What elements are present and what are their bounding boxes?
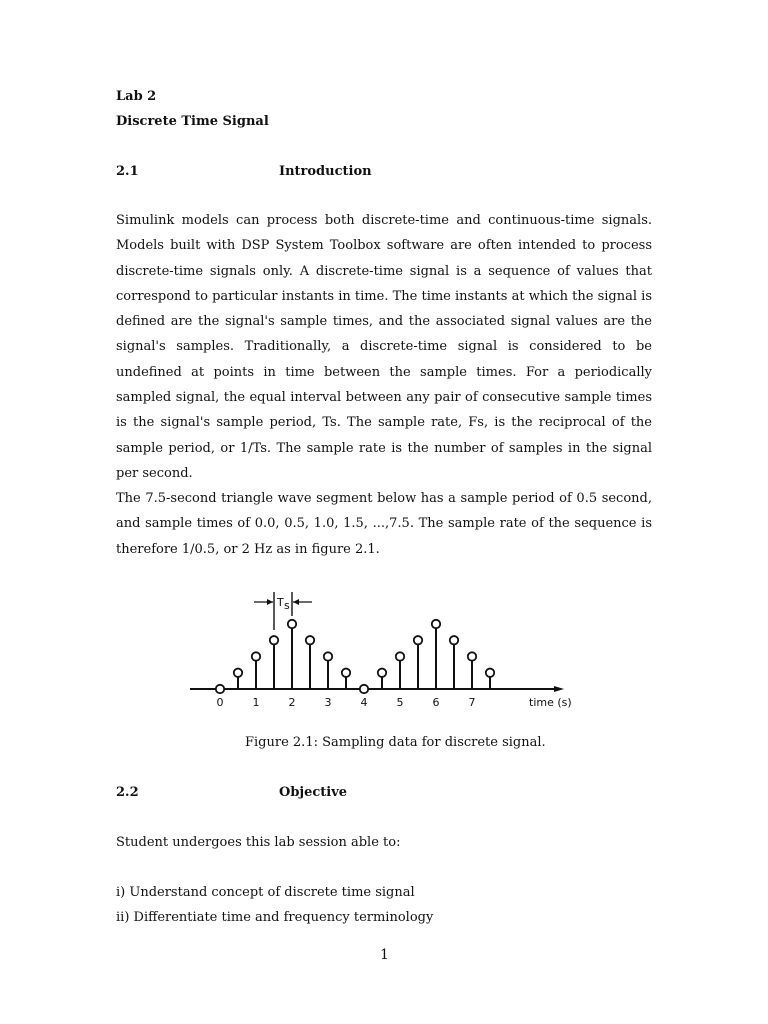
sample-point <box>324 652 332 660</box>
lab-label: Lab 2 <box>116 89 157 104</box>
sample-point <box>450 636 458 644</box>
x-tick-label: 6 <box>432 696 440 709</box>
page-number: 1 <box>380 947 389 963</box>
axis-arrow-icon <box>554 686 564 692</box>
sample-point <box>396 652 404 660</box>
sample-point <box>234 669 242 677</box>
section-title: Objective <box>279 785 348 800</box>
objective-lead: Student undergoes this lab session able to: <box>116 835 401 850</box>
intro-paragraph: Simulink models can process both discrete-time and continuous-time signals. Models built with DSP System Toolbox software are often intended to process discrete-time signals only. A discrete-time signal is a sequence of values that correspond to particular instants in time. The time instants at which the signal is defined are the signal's sample times, and the associated signal values are the signal's samples. Traditionally, a discrete-time signal is considered to be undefined at points in time between the sample times. For a periodically sampled signal, the equal interval between any pair of consecutive sample times is the signal's sample period, Ts. The sample rate, Fs, is the reciprocal of the sample period, or 1/Ts. The sample rate is the number of samples in the signal per second. <box>116 213 652 481</box>
ts-annotation-label: T <box>277 596 284 609</box>
sample-point <box>270 636 278 644</box>
sample-point <box>306 636 314 644</box>
triangle-paragraph: The 7.5-second triangle wave segment below has a sample period of 0.5 second, and sample times of 0.0, 0.5, 1.0, 1.5, ...,7.5. The sample rate of the sequence is therefore 1/0.5, or 2 Hz as in figure 2.1. <box>116 491 652 557</box>
x-tick-label: 7 <box>468 696 476 709</box>
section-2-2-heading <box>116 784 348 802</box>
sample-point <box>342 669 350 677</box>
sample-point <box>378 669 386 677</box>
section-number: 2.2 <box>116 785 139 800</box>
sample-point <box>486 669 494 677</box>
ts-arrow-right-icon <box>293 599 299 605</box>
section-number: 2.1 <box>116 164 139 179</box>
ts-annotation-subscript: s <box>284 599 290 612</box>
ts-arrow-left-icon <box>267 599 273 605</box>
objective-item: i) Understand concept of discrete time signal <box>116 885 415 900</box>
document-title: Discrete Time Signal <box>116 114 269 129</box>
sample-point <box>252 652 260 660</box>
objective-item: ii) Differentiate time and frequency terminology <box>116 910 434 925</box>
x-axis-label: time (s) <box>529 696 572 709</box>
x-tick-label: 4 <box>360 696 368 709</box>
x-tick-label: 5 <box>396 696 404 709</box>
section-2-1-heading <box>116 163 372 181</box>
x-tick-label: 0 <box>216 696 224 709</box>
x-tick-label: 1 <box>252 696 260 709</box>
section-title: Introduction <box>279 164 372 179</box>
stem-chart <box>185 590 575 715</box>
sample-point <box>216 685 224 693</box>
sample-point <box>468 652 476 660</box>
x-tick-label: 3 <box>324 696 332 709</box>
sample-point <box>414 636 422 644</box>
sample-point <box>360 685 368 693</box>
x-tick-label: 2 <box>288 696 296 709</box>
sample-point <box>432 620 440 628</box>
figure-2-1 <box>185 590 575 715</box>
sample-point <box>288 620 296 628</box>
figure-caption: Figure 2.1: Sampling data for discrete signal. <box>245 735 546 750</box>
